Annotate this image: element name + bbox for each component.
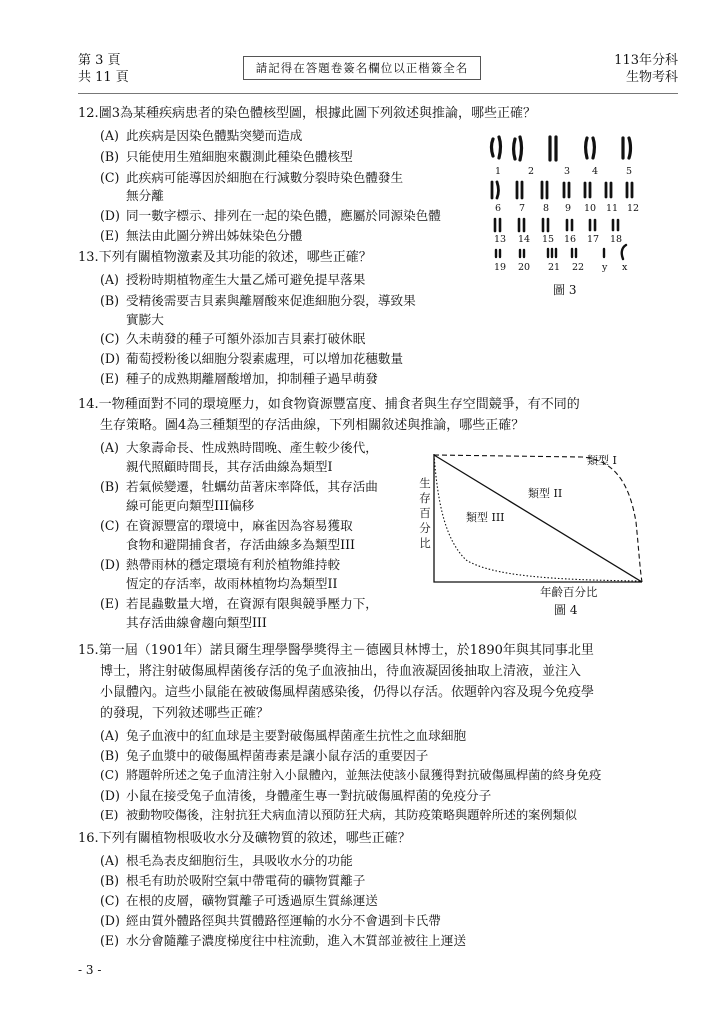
curve-label-type-1: 類型 I (587, 454, 617, 467)
chromosome-number-13: 13 (494, 234, 507, 245)
page-current: 第 3 頁 (78, 53, 121, 68)
question-14-option-e-cont: 其存活曲線會趨向類型III (126, 615, 267, 630)
curve-label-type-3: 類型 III (466, 511, 505, 524)
chromosome-number-14: 14 (518, 234, 531, 245)
chromosome-number-1: 1 (495, 166, 502, 177)
question-13-stem: 13.下列有關植物激素及其功能的敘述，哪些正確？ (78, 250, 372, 265)
question-12-option-e[interactable]: (E) 無法由此圖分辨出姊妹染色分體 (100, 228, 303, 243)
figure-4-y-axis-label: 生 存 百 分 比 (419, 476, 431, 550)
question-15-option-d[interactable]: (D) 小鼠在接受兔子血清後，身體產生專一對抗破傷風桿菌的免疫分子 (100, 788, 492, 803)
signature-notice: 請記得在答題卷簽名欄位以正楷簽全名 (243, 56, 481, 80)
question-14-option-a[interactable]: (A) 大象壽命長、性成熟時間晚、產生較少後代， (100, 440, 378, 455)
question-15-stem: 15.第一屆（1901年）諾貝爾生理學醫學獎得主－德國貝林博士，於1890年與其同事北里 (78, 643, 594, 658)
question-16-option-c[interactable]: (C) 在根的皮層，礦物質離子可透過原生質絲運送 (100, 893, 378, 908)
question-13-option-a[interactable]: (A) 授粉時期植物產生大量乙烯可避免提早落果 (100, 272, 366, 287)
question-12-option-c-cont: 無分離 (126, 188, 164, 203)
question-15-option-b[interactable]: (B) 兔子血漿中的破傷風桿菌毒素是讓小鼠存活的重要因子 (100, 748, 429, 763)
figure-4-caption: 圖 4 (554, 603, 578, 617)
question-15-option-c[interactable]: (C) 將題幹所述之兔子血清注射入小鼠體內，並無法使該小鼠獲得對抗破傷風桿菌的終身免疫 (100, 768, 602, 782)
question-15-option-e[interactable]: (E) 被動物咬傷後，注射抗狂犬病血清以預防狂犬病，其防疫策略與題幹所述的案例類似 (100, 808, 577, 822)
question-15-stem-cont-1: 博士，將注射破傷風桿菌後存活的兔子血液抽出，待血液凝固後抽取上清液，並注入 (100, 664, 582, 679)
question-14-option-d[interactable]: (D) 熱帶雨林的穩定環境有利於植物維持較 (100, 557, 341, 572)
question-14-stem: 14.一物種面對不同的環境壓力，如食物資源豐富度、捕食者與生存空間競爭，有不同的 (78, 397, 580, 412)
question-12-option-b[interactable]: (B) 只能使用生殖細胞來觀測此種染色體核型 (100, 149, 353, 164)
chromosome-number-5: 5 (626, 166, 633, 177)
chromosome-number-6: 6 (495, 203, 502, 214)
question-16-option-b[interactable]: (B) 根毛有助於吸附空氣中帶電荷的礦物質離子 (100, 873, 366, 888)
chromosome-number-19: 19 (494, 262, 507, 273)
question-13-option-e[interactable]: (E) 種子的成熟期離層酸增加，抑制種子過早萌發 (100, 371, 378, 386)
question-14-stem-cont: 生存策略。圖4為三種類型的存活曲線，下列相關敘述與推論，哪些正確？ (100, 418, 525, 433)
question-15-stem-cont-2: 小鼠體內。這些小鼠能在被破傷風桿菌感染後，仍得以存活。依題幹內容及現今免疫學 (100, 685, 595, 700)
chromosome-number-20: 20 (518, 262, 531, 273)
curve-label-type-2: 類型 II (528, 487, 563, 500)
page-number: - 3 - (78, 963, 102, 977)
chromosome-number-4: 4 (592, 166, 599, 177)
question-16-option-e[interactable]: (E) 水分會隨離子濃度梯度往中柱流動，進入木質部並被往上運送 (100, 933, 467, 948)
chromosome-number-11: 11 (606, 203, 619, 214)
karyotype-figure (484, 128, 644, 296)
chromosome-label-y: y (602, 262, 608, 273)
chromosome-number-17: 17 (587, 234, 600, 245)
chromosome-number-22: 22 (572, 262, 585, 273)
question-16-option-d[interactable]: (D) 經由質外體路徑與共質體路徑運輸的水分不會遇到卡氏帶 (100, 913, 441, 928)
figure-4-x-axis-label: 年齡百分比 (540, 585, 598, 599)
subject-name: 生物考科 (625, 70, 678, 85)
question-13-option-b[interactable]: (B) 受精後需要吉貝素與離層酸來促進細胞分裂，導致果 (100, 293, 416, 308)
question-16-stem: 16.下列有關植物根吸收水分及礦物質的敘述，哪些正確？ (78, 831, 411, 846)
chromosome-number-3: 3 (564, 166, 571, 177)
question-15-stem-cont-3: 的發現，下列敘述哪些正確？ (100, 706, 270, 721)
chromosome-number-8: 8 (543, 203, 550, 214)
header-divider (78, 93, 678, 94)
exam-year: 113年分科 (614, 53, 678, 68)
question-14-option-d-cont: 恆定的存活率，故雨林植物均為類型II (126, 576, 338, 591)
question-14-option-b[interactable]: (B) 若氣候變遷，牡蠣幼苗著床率降低，其存活曲 (100, 479, 378, 494)
question-14-option-c[interactable]: (C) 在資源豐富的環境中，麻雀因為容易獲取 (100, 518, 353, 533)
chromosome-number-2: 2 (528, 166, 535, 177)
survivorship-chart (432, 452, 644, 586)
question-16-option-a[interactable]: (A) 根毛為表皮細胞衍生，具吸收水分的功能 (100, 853, 353, 868)
question-13-option-c[interactable]: (C) 久未萌發的種子可額外添加吉貝素打破休眠 (100, 331, 366, 346)
question-14-option-e[interactable]: (E) 若昆蟲數量大增，在資源有限與競爭壓力下， (100, 596, 378, 611)
chromosome-number-7: 7 (519, 203, 526, 214)
chromosome-label-x: x (622, 262, 628, 273)
question-12-option-a[interactable]: (A) 此疾病是因染色體點突變而造成 (100, 128, 303, 143)
question-15-option-a[interactable]: (A) 兔子血液中的紅血球是主要對破傷風桿菌產生抗性之血球細胞 (100, 728, 467, 743)
question-13-option-d[interactable]: (D) 葡萄授粉後以細胞分裂素處理，可以增加花穗數量 (100, 351, 404, 366)
question-12-stem: 12.圖3為某種疾病患者的染色體核型圖，根據此圖下列敘述與推論，哪些正確？ (78, 106, 536, 121)
chromosome-number-16: 16 (564, 234, 577, 245)
question-13-option-b-cont: 實膨大 (126, 312, 164, 327)
chromosome-number-9: 9 (565, 203, 572, 214)
chromosome-number-18: 18 (610, 234, 623, 245)
chromosome-number-10: 10 (584, 203, 597, 214)
figure-3-caption: 圖 3 (553, 283, 577, 297)
question-14-option-a-cont: 親代照顧時間長，其存活曲線為類型I (126, 459, 333, 474)
chromosome-number-21: 21 (548, 262, 561, 273)
question-12-option-d[interactable]: (D) 同一數字標示、排列在一起的染色體，應屬於同源染色體 (100, 208, 441, 223)
chromosome-number-12: 12 (627, 203, 640, 214)
question-14-option-b-cont: 線可能更向類型III偏移 (126, 498, 255, 513)
question-14-option-c-cont: 食物和避開捕食者，存活曲線多為類型III (126, 537, 356, 552)
page-total: 共 11 頁 (78, 70, 129, 85)
chromosome-number-15: 15 (542, 234, 555, 245)
question-12-option-c[interactable]: (C) 此疾病可能導因於細胞在行減數分裂時染色體發生 (100, 170, 404, 185)
